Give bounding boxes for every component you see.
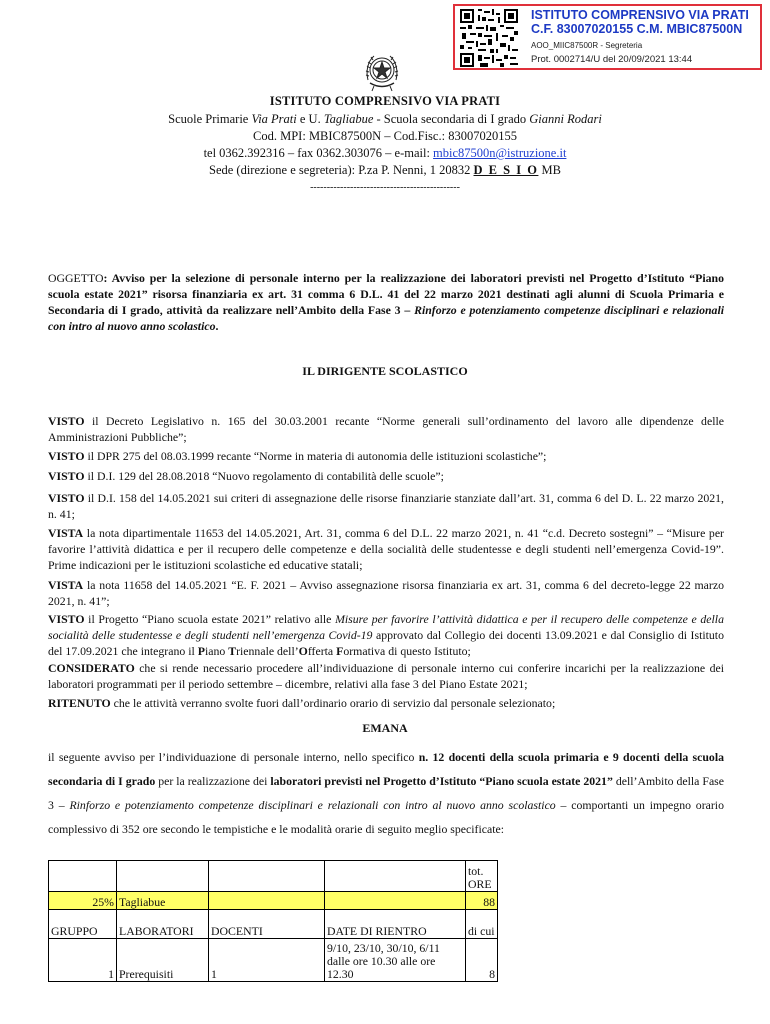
plesso-cell: Tagliabue [117, 892, 209, 910]
visto-progetto: VISTO il Progetto “Piano scuola estate 2021” relativo alle Misure per favorire l’attività didattica e per il recupero delle competenze e della socialità delle studentesse e degli studenti nell’emergenza Covid-19 approvato dal Collegio dei docenti 13.09.2021 e dal Consiglio di Istituto del 17.09.2021 che integrano il Piano Triennale dell’Offerta Formativa di questo Istituto; [48, 612, 724, 658]
dirigente-heading: IL DIRIGENTE SCOLASTICO [302, 364, 468, 378]
tot-ore-header: tot. ORE [466, 861, 498, 892]
school-subtitle: Scuole Primarie Via Prati e U. Tagliabue - Scuola secondaria di I grado Gianni Rodari [168, 112, 602, 126]
percent-cell: 25% [49, 892, 117, 910]
visto-item: VISTO il Decreto Legislativo n. 165 del 30.03.2001 recante “Norme generali sull’ordinamento del lavoro alle dipendenze delle Amministrazioni Pubbliche”; [48, 414, 724, 444]
considerato-item: CONSIDERATO che si rende necessario procedere all’individuazione di personale interno cui conferire incarichi per la realizzazione dei laboratori programmati per il periodo settembre – dicembre, relativi alla fase 3 del Piano Estate 2021; [48, 661, 724, 691]
protocol-stamp [453, 4, 762, 70]
header-divider: --------------------------------------------- [310, 182, 460, 193]
table-row [49, 861, 498, 892]
qr-code-icon [460, 9, 518, 67]
col-header-docenti: DOCENTI [209, 910, 325, 939]
emana-heading: EMANA [362, 721, 408, 735]
cell-date: 9/10, 23/10, 30/10, 6/11 dalle ore 10.30 alle ore 12.30 [325, 939, 466, 982]
table-row [49, 939, 498, 982]
visto-item: VISTO il D.I. 158 del 14.05.2021 sui criteri di assegnazione delle risorse finanziarie stanziate dall’art. 31, comma 6 del D. L. 22 marzo 2021, n. 41; [48, 491, 724, 521]
email-link[interactable]: mbic87500n@istruzione.it [433, 146, 567, 160]
cell-gruppo: 1 [49, 939, 117, 982]
visto-item: VISTO il D.I. 129 del 28.08.2018 “Nuovo regolamento di contabilità delle scuole”; [48, 469, 444, 483]
school-title: ISTITUTO COMPRENSIVO VIA PRATI [269, 94, 501, 108]
cell-docenti: 1 [209, 939, 325, 982]
total-hours-cell: 88 [466, 892, 498, 910]
school-codes: Cod. MPI: MBIC87500N – Cod.Fisc.: 83007020155 [253, 129, 517, 143]
stamp-school-name: ISTITUTO COMPRENSIVO VIA PRATI [531, 8, 749, 22]
ritenuto-item: RITENUTO che le attività verranno svolte fuori dall’ordinario orario di servizio dal personale selezionato; [48, 696, 556, 710]
table-row-highlight [49, 892, 498, 910]
visto-item: VISTA la nota dipartimentale 11653 del 14.05.2021, Art. 31, comma 6 del D.L. 22 marzo 2021, n. 41 “c.d. Decreto sostegni” – “Misure per favorire l’attività didattica e per il recupero delle competenze e della socialità delle studentesse e degli studenti nell’emergenza Covid-19”. Prime indicazioni per le istituzioni scolastiche ed educative statali; [48, 526, 724, 572]
col-header-gruppo: GRUPPO [49, 910, 117, 939]
subject-paragraph: OGGETTO: Avviso per la selezione di personale interno per la realizzazione dei laboratori previsti nel Progetto d’Istituto “Piano scuola estate 2021” risorsa finanziaria ex art. 31 comma 6 D.L. 41 del 22 marzo 2021 destinati agli alunni di Scuola Primaria e Secondaria di I grado, attività da realizzare nell’Ambito della Fase 3 – Rinforzo e potenziamento competenze disciplinari e relazionali con intro al nuovo anno scolastico. [48, 271, 725, 333]
stamp-protocol: Prot. 0002714/U del 20/09/2021 13:44 [531, 54, 693, 65]
visto-item: VISTO il DPR 275 del 08.03.1999 recante “Norme in materia di autonomia delle istituzioni scolastiche”; [48, 449, 547, 463]
table-header-row [49, 910, 498, 939]
italian-republic-emblem-icon [362, 50, 402, 94]
emana-paragraph: il seguente avviso per l’individuazione di personale interno, nello specifico n. 12 docenti della scuola primaria e 9 docenti della scuola secondaria di I grado per la realizzazione dei laboratori previsti nel Progetto d’Istituto “Piano scuola estate 2021” dell’Ambito della Fase 3 – Rinforzo e potenziamento competenze disciplinari e relazionali con intro al nuovo anno scolastico – comportanti un impegno orario complessivo di 352 ore secondo le tempistiche e le modalità orarie di seguito meglio specificate: [48, 750, 725, 836]
school-contacts: tel 0362.392316 – fax 0362.303076 – e-mail: mbic87500n@istruzione.it [203, 146, 567, 160]
col-header-laboratori: LABORATORI [117, 910, 209, 939]
laboratori-table [48, 860, 498, 982]
visto-item: VISTA la nota 11658 del 14.05.2021 “E. F. 2021 – Avviso assegnazione risorsa finanziaria ex art. 31, comma 6 del decreto-legge 22 marzo 2021, n. 41”; [48, 578, 724, 608]
col-header-di-cui: di cui [466, 910, 498, 939]
stamp-aoo: AOO_MIIC87500R - Segreteria [531, 41, 643, 50]
school-address: Sede (direzione e segreteria): P.za P. Nenni, 1 20832 D E S I O MB [209, 163, 561, 177]
cell-ore: 8 [466, 939, 498, 982]
cell-laboratorio: Prerequisiti [117, 939, 209, 982]
stamp-fiscal-code: C.F. 83007020155 C.M. MBIC87500N [531, 22, 743, 36]
col-header-date: DATE DI RIENTRO [325, 910, 466, 939]
